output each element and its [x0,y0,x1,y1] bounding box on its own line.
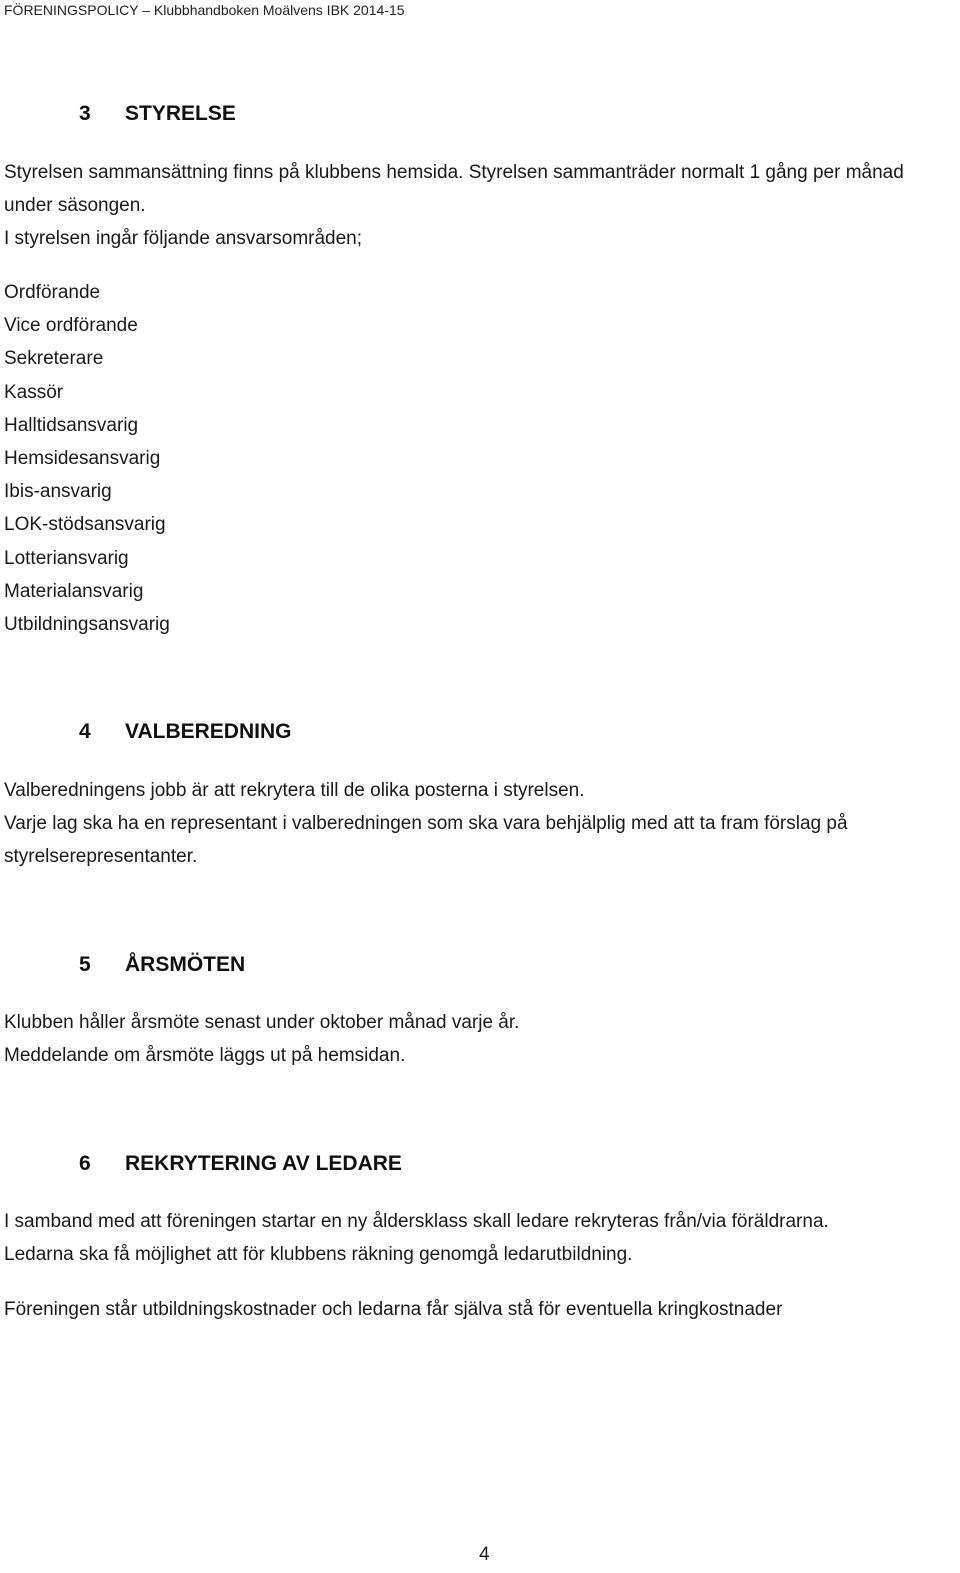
section-title: STYRELSE [125,102,236,125]
page-header: FÖRENINGSPOLICY – Klubbhandboken Moälvens IBK 2014-15 [4,2,405,18]
styrelse-paragraph: Styrelsen sammansättning finns på klubbens hemsida. Styrelsen sammanträder normalt 1 gång per månad under säsongen. [4,162,904,216]
section-number: 6 [79,1152,91,1175]
role-item: Utbildningsansvarig [4,614,170,636]
role-item: LOK-stödsansvarig [4,514,166,536]
section-title: VALBEREDNING [125,720,292,743]
page-number: 4 [479,1544,490,1565]
rekrytering-paragraph: Föreningen står utbildningskostnader och ledarna får själva stå för eventuella kringkostnader [4,1299,783,1320]
section-number: 4 [79,720,91,743]
section-title: ÅRSMÖTEN [125,953,246,976]
styrelse-roles-intro: I styrelsen ingår följande ansvarsområden; [4,228,363,249]
role-item: Vice ordförande [4,315,138,337]
role-item: Lotteriansvarig [4,547,129,569]
valberedning-paragraph: Valberedningens jobb är att rekrytera till de olika posterna i styrelsen. [4,780,585,801]
role-item: Kassör [4,381,64,403]
role-item: Materialansvarig [4,580,144,602]
role-item: Ibis-ansvarig [4,481,112,503]
section-heading-valberedning [79,720,291,744]
valberedning-paragraph: Varje lag ska ha en representant i valberedningen som ska vara behjälplig med att ta fram förslag på styrelserepresentanter. [4,813,848,867]
arsmoten-paragraph: Klubben håller årsmöte senast under oktober månad varje år. [4,1012,520,1033]
rekrytering-paragraph: I samband med att föreningen startar en ny åldersklass skall ledare rekryteras från/via föräldrarna. [4,1211,829,1232]
role-item: Ordförande [4,282,101,303]
role-item: Sekreterare [4,348,104,370]
role-item: Hemsidesansvarig [4,448,161,470]
role-item: Halltidsansvarig [4,414,139,436]
board-role-list [4,276,170,641]
rekrytering-paragraph: Ledarna ska få möjlighet att för klubbens räkning genomgå ledarutbildning. [4,1244,633,1265]
section-heading-arsmoten [79,953,245,977]
section-number: 3 [79,102,91,125]
section-heading-rekrytering [79,1152,402,1176]
section-heading-styrelse [79,102,236,126]
section-number: 5 [79,953,91,976]
arsmoten-paragraph: Meddelande om årsmöte läggs ut på hemsidan. [4,1045,406,1066]
section-title: REKRYTERING AV LEDARE [125,1152,402,1175]
